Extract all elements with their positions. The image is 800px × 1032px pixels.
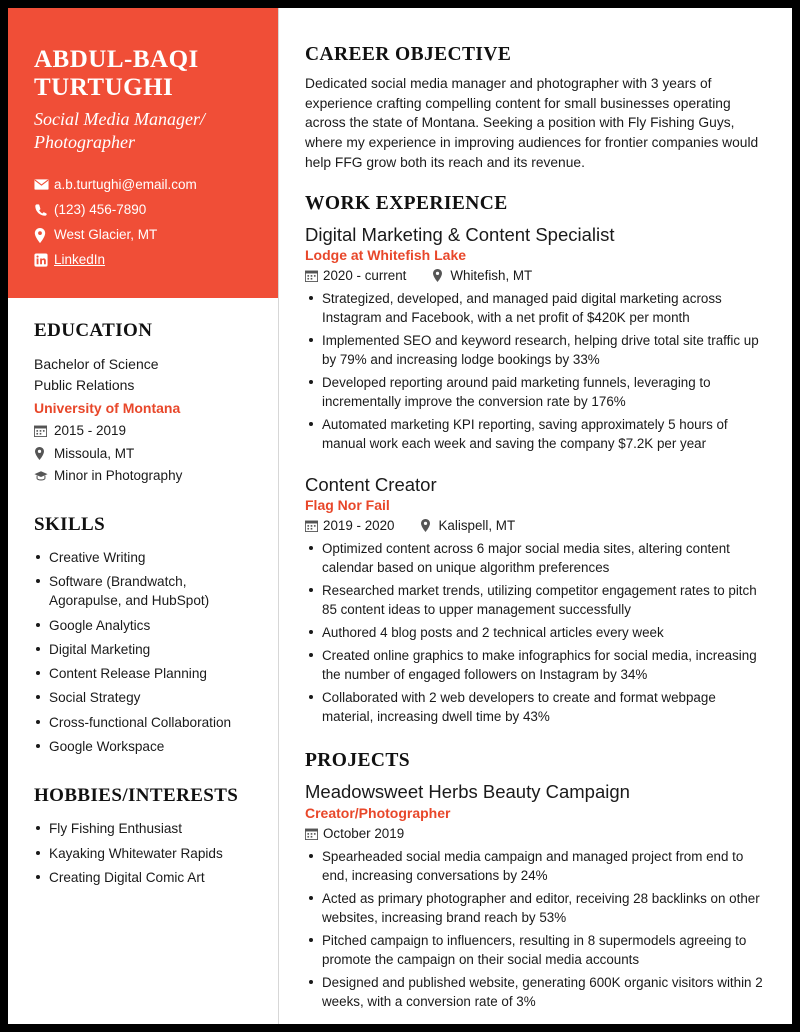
list-item: Creating Digital Comic Art <box>34 868 252 887</box>
work-heading: WORK EXPERIENCE <box>305 192 508 214</box>
contact-item-location <box>34 227 252 243</box>
calendar-icon <box>305 519 323 532</box>
contact-item-phone <box>34 202 252 218</box>
job-location <box>432 268 532 283</box>
project-entry <box>305 780 766 1010</box>
section-education <box>34 320 252 485</box>
job-bullets <box>305 539 766 726</box>
spacer <box>305 457 766 471</box>
education-minor <box>34 467 252 485</box>
list-item: Authored 4 blog posts and 2 technical articles every week <box>305 623 766 642</box>
job-title: Digital Marketing & Content Specialist <box>305 223 615 245</box>
job-organization: Flag Nor Fail <box>305 497 390 514</box>
calendar-icon <box>305 827 323 840</box>
list-item: Developed reporting around paid marketing funnels, leveraging to incrementally improve the conversion rate by 176% <box>305 373 766 411</box>
calendar-icon <box>305 269 323 282</box>
contact-item-linkedin[interactable] <box>34 252 252 268</box>
contact-item-email <box>34 177 252 193</box>
list-item: Pitched campaign to influencers, resulting in 8 supermodels agreeing to promote the campaign on their social media accounts <box>305 931 766 969</box>
work-entry <box>305 473 766 726</box>
list-item: Cross-functional Collaboration <box>34 713 252 732</box>
email-icon <box>34 177 54 192</box>
linkedin-icon <box>34 253 54 267</box>
project-dates <box>305 826 404 841</box>
spacer <box>305 173 766 193</box>
location-pin-icon <box>432 269 450 282</box>
spacer <box>34 761 252 785</box>
contact-phone-text: (123) 456-7890 <box>54 201 147 217</box>
skills-heading: SKILLS <box>34 513 106 535</box>
list-item: Optimized content across 6 major social media sites, altering content calendar based on unique algorithm preferences <box>305 539 766 577</box>
resume-sheet <box>8 8 792 1024</box>
spacer <box>305 730 766 750</box>
list-item: Google Analytics <box>34 616 252 635</box>
education-location <box>34 445 252 463</box>
job-location-text: Kalispell, MT <box>438 518 516 534</box>
section-work-experience <box>305 193 766 727</box>
page-title: ABDUL-BAQI TURTUGHI <box>34 46 199 101</box>
list-item: Implemented SEO and keyword research, helping drive total site traffic up by 79% and increasing lodge bookings by 33% <box>305 331 766 369</box>
location-pin-icon <box>34 447 54 460</box>
list-item: Creative Writing <box>34 548 252 567</box>
contact-list <box>34 177 252 269</box>
list-item: Fly Fishing Enthusiast <box>34 819 252 838</box>
job-dates <box>305 518 394 533</box>
job-meta <box>305 268 766 283</box>
contact-location-text: West Glacier, MT <box>54 227 158 243</box>
job-dates-text: 2019 - 2020 <box>323 518 395 534</box>
job-location-text: Whitefish, MT <box>450 267 533 283</box>
list-item: Digital Marketing <box>34 640 252 659</box>
list-item: Google Workspace <box>34 737 252 756</box>
objective-heading: CAREER OBJECTIVE <box>305 44 512 65</box>
project-dates-text: October 2019 <box>323 825 405 841</box>
list-item: Kayaking Whitewater Rapids <box>34 844 252 863</box>
job-bullets <box>305 289 766 453</box>
main-content <box>279 8 792 1024</box>
list-item: Spearheaded social media campaign and managed project from end to end, increasing conversations by 24% <box>305 847 766 885</box>
list-item: Designed and published website, generating 600K organic visitors within 2 weeks, with a conversion rate of 3% <box>305 973 766 1011</box>
job-title: Content Creator <box>305 473 437 495</box>
job-meta <box>305 518 766 533</box>
project-role: Creator/Photographer <box>305 804 451 821</box>
section-projects <box>305 750 766 1010</box>
project-meta <box>305 826 766 841</box>
job-location <box>420 518 515 533</box>
education-dates <box>34 422 252 440</box>
section-hobbies <box>34 785 252 887</box>
left-sections <box>8 298 278 902</box>
job-organization: Lodge at Whitefish Lake <box>305 246 467 263</box>
project-title: Meadowsweet Herbs Beauty Campaign <box>305 781 630 803</box>
graduation-cap-icon <box>34 470 54 482</box>
list-item: Content Release Planning <box>34 664 252 683</box>
list-item: Acted as primary photographer and editor, receiving 28 backlinks on other websites, increasing brand reach by 53% <box>305 889 766 927</box>
calendar-icon <box>34 424 54 437</box>
list-item: Software (Brandwatch, Agorapulse, and HubSpot) <box>34 572 252 611</box>
skills-list <box>34 548 252 757</box>
list-item: Created online graphics to make infographics for social media, increasing the number of engaged followers on Instagram by 34% <box>305 646 766 684</box>
education-field: Public Relations <box>34 377 135 393</box>
hobbies-heading: HOBBIES/INTERESTS <box>34 785 239 807</box>
list-item: Collaborated with 2 web developers to create and format webpage material, increasing dwell time by 43% <box>305 688 766 726</box>
list-item: Researched market trends, utilizing competitor engagement rates to pitch 85 content ideas to upper management successfully <box>305 581 766 619</box>
phone-icon <box>34 203 54 217</box>
education-dates-text: 2015 - 2019 <box>54 423 127 438</box>
list-item: Strategized, developed, and managed paid digital marketing across Instagram and Facebook, with a net profit of $420K per month <box>305 289 766 327</box>
contact-email-text: a.b.turtughi@email.com <box>54 176 197 192</box>
education-degree: Bachelor of Science <box>34 356 159 372</box>
spacer <box>34 490 252 514</box>
left-sidebar <box>8 8 278 1024</box>
list-item: Automated marketing KPI reporting, saving approximately 5 hours of manual work each week and saving the company $7.2K per year <box>305 415 766 453</box>
education-location-text: Missoula, MT <box>54 445 135 461</box>
job-dates <box>305 268 406 283</box>
job-dates-text: 2020 - current <box>323 267 407 283</box>
list-item: Social Strategy <box>34 688 252 707</box>
education-heading: EDUCATION <box>34 320 153 341</box>
section-skills <box>34 514 252 757</box>
project-bullets <box>305 847 766 1011</box>
job-role-subtitle: Social Media Manager/ Photographer <box>34 109 205 153</box>
location-pin-icon <box>34 228 54 243</box>
contact-linkedin-link[interactable]: LinkedIn <box>54 252 106 268</box>
hobbies-list <box>34 819 252 887</box>
objective-text: Dedicated social media manager and photographer with 3 years of experience crafting compelling content for small businesses operating across the state of Montana. Seeking a position with Fly Fishing Guys, where my experience in improving audiences for frontier companies would help FFG grow both its reach and its revenue. <box>305 76 759 170</box>
location-pin-icon <box>420 519 438 532</box>
projects-heading: PROJECTS <box>305 750 411 772</box>
education-minor-text: Minor in Photography <box>54 468 183 484</box>
header-block <box>8 8 278 298</box>
section-career-objective <box>305 44 766 173</box>
education-school: University of Montana <box>34 400 181 416</box>
work-entry <box>305 223 766 453</box>
